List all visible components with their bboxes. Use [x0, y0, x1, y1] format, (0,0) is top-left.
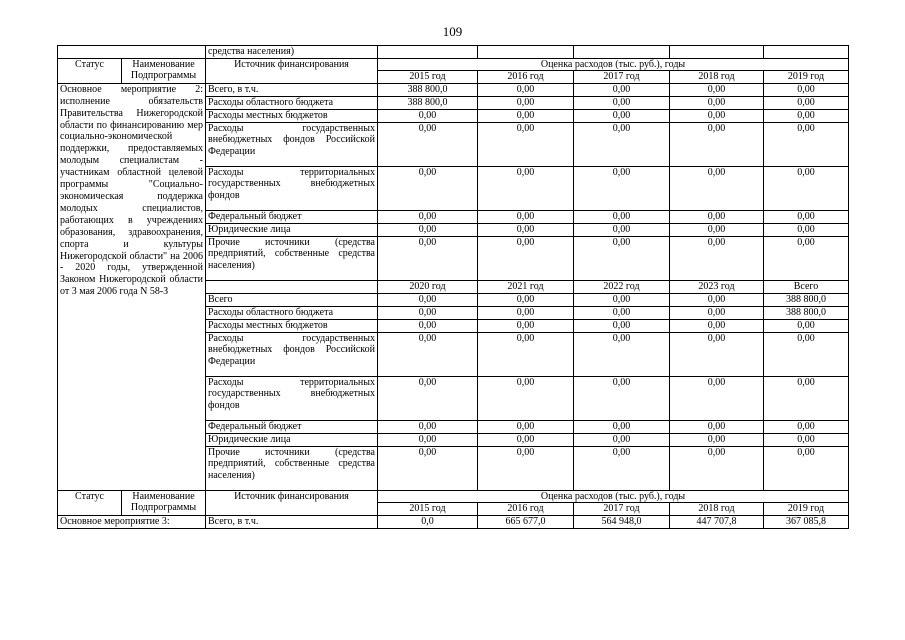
value-cell: 0,00	[574, 122, 670, 166]
source-cell: Всего, в т.ч.	[206, 515, 378, 528]
value-cell: 0,00	[670, 306, 764, 319]
source-cell: Всего, в т.ч.	[206, 83, 378, 96]
value-cell: 0,00	[478, 332, 574, 376]
data-row	[58, 515, 849, 528]
value-cell: 0,00	[764, 420, 849, 433]
empty-cell	[378, 46, 478, 59]
value-cell: 0,00	[764, 166, 849, 210]
value-cell: 388 800,0	[378, 83, 478, 96]
value-cell: 0,00	[478, 166, 574, 210]
value-cell: 0,00	[378, 376, 478, 420]
empty-cell	[478, 46, 574, 59]
value-cell: 0,00	[574, 306, 670, 319]
year-header: 2022 год	[574, 280, 670, 293]
year-header: 2017 год	[574, 503, 670, 515]
empty-cell	[58, 46, 206, 59]
value-cell: 0,00	[478, 319, 574, 332]
value-cell: 564 948,0	[574, 515, 670, 528]
value-cell: 665 677,0	[478, 515, 574, 528]
value-cell: 0,00	[378, 446, 478, 490]
empty-cell	[670, 46, 764, 59]
value-cell: 0,00	[670, 420, 764, 433]
value-cell: 0,00	[574, 83, 670, 96]
source-cell: Прочие источники (средства предприятий, собственные средства населения)	[206, 446, 378, 490]
page-number: 109	[442, 24, 463, 39]
value-cell: 0,00	[670, 122, 764, 166]
value-cell: 388 800,0	[378, 96, 478, 109]
value-cell: 0,00	[574, 236, 670, 280]
data-row	[58, 83, 849, 96]
value-cell: 0,0	[378, 515, 478, 528]
estimate-header: Оценка расходов (тыс. руб.), годы	[378, 59, 849, 71]
source-header: Источник финансирования	[206, 490, 378, 515]
value-cell: 0,00	[478, 236, 574, 280]
value-cell: 0,00	[574, 446, 670, 490]
value-cell: 0,00	[670, 319, 764, 332]
value-cell: 0,00	[670, 109, 764, 122]
source-cell: Расходы территориальных государственных внебюджетных фондов	[206, 376, 378, 420]
source-cell: Федеральный бюджет	[206, 420, 378, 433]
value-cell: 0,00	[670, 83, 764, 96]
estimate-header: Оценка расходов (тыс. руб.), годы	[378, 490, 849, 502]
value-cell: 0,00	[764, 96, 849, 109]
source-cell: Расходы государственных внебюджетных фондов Российской Федерации	[206, 122, 378, 166]
value-cell: 0,00	[670, 293, 764, 306]
value-cell: 0,00	[378, 319, 478, 332]
value-cell: 0,00	[478, 210, 574, 223]
source-cell: Всего	[206, 293, 378, 306]
value-cell: 0,00	[670, 236, 764, 280]
value-cell: 0,00	[764, 446, 849, 490]
value-cell: 0,00	[574, 223, 670, 236]
value-cell: 0,00	[478, 420, 574, 433]
source-cell: Прочие источники (средства предприятий, собственные средства населения)	[206, 236, 378, 280]
year-header: 2015 год	[378, 71, 478, 83]
value-cell: 0,00	[670, 433, 764, 446]
value-cell: 0,00	[478, 376, 574, 420]
value-cell: 0,00	[378, 166, 478, 210]
value-cell: 0,00	[574, 109, 670, 122]
value-cell: 0,00	[378, 109, 478, 122]
value-cell: 0,00	[378, 420, 478, 433]
source-cell: Юридические лица	[206, 223, 378, 236]
year-header: 2016 год	[478, 71, 574, 83]
year-header: 2021 год	[478, 280, 574, 293]
source-cell: Расходы областного бюджета	[206, 96, 378, 109]
value-cell: 0,00	[764, 433, 849, 446]
value-cell: 0,00	[670, 332, 764, 376]
subprogram-header: Наименование Подпрограммы	[122, 59, 206, 84]
second-header-row	[58, 490, 849, 502]
value-cell: 0,00	[670, 376, 764, 420]
first-header-row	[58, 59, 849, 71]
value-cell: 0,00	[378, 433, 478, 446]
value-cell: 0,00	[378, 306, 478, 319]
value-cell: 388 800,0	[764, 306, 849, 319]
budget-table	[57, 45, 849, 529]
value-cell: 0,00	[764, 376, 849, 420]
value-cell: 0,00	[574, 96, 670, 109]
status-header: Статус	[58, 490, 122, 515]
value-cell: 0,00	[764, 122, 849, 166]
year-header: 2019 год	[764, 71, 849, 83]
measure-description: Основное мероприятие 2: исполнение обязательств Правительства Нижегородской области по финансированию мер социально-экономической поддержки, предоставляемых молодым специалистам - участникам областной целевой программы "Социально-экономическая поддержка молодых специалистов, работающих в учреждениях образования, здравоохранения, спорта и культуры Нижегородской области" на 2006 - 2020 годы, утвержденной Законом Нижегородской области от 3 мая 2006 года N 58-З	[58, 83, 206, 490]
year-header: 2019 год	[764, 503, 849, 515]
value-cell: 0,00	[764, 83, 849, 96]
value-cell: 447 707,8	[670, 515, 764, 528]
value-cell: 0,00	[574, 166, 670, 210]
budget-table-body	[58, 46, 849, 529]
year-header: 2023 год	[670, 280, 764, 293]
year-header: 2020 год	[378, 280, 478, 293]
value-cell: 388 800,0	[764, 293, 849, 306]
year-header: Всего	[764, 280, 849, 293]
year-header: 2015 год	[378, 503, 478, 515]
source-header: Источник финансирования	[206, 59, 378, 84]
empty-cell	[206, 280, 378, 293]
value-cell: 0,00	[478, 306, 574, 319]
value-cell: 0,00	[764, 236, 849, 280]
year-header: 2017 год	[574, 71, 670, 83]
year-header: 2016 год	[478, 503, 574, 515]
value-cell: 0,00	[478, 83, 574, 96]
year-header: 2018 год	[670, 71, 764, 83]
value-cell: 0,00	[574, 210, 670, 223]
value-cell: 0,00	[378, 223, 478, 236]
value-cell: 0,00	[764, 332, 849, 376]
value-cell: 0,00	[478, 293, 574, 306]
source-cell: Расходы областного бюджета	[206, 306, 378, 319]
value-cell: 0,00	[574, 332, 670, 376]
source-cell: Расходы местных бюджетов	[206, 109, 378, 122]
value-cell: 0,00	[378, 332, 478, 376]
status-header: Статус	[58, 59, 122, 84]
value-cell: 0,00	[478, 109, 574, 122]
value-cell: 0,00	[378, 236, 478, 280]
value-cell: 0,00	[378, 293, 478, 306]
value-cell: 0,00	[574, 293, 670, 306]
source-cell: Федеральный бюджет	[206, 210, 378, 223]
value-cell: 0,00	[574, 420, 670, 433]
value-cell: 0,00	[670, 446, 764, 490]
value-cell: 0,00	[574, 376, 670, 420]
value-cell: 0,00	[574, 433, 670, 446]
value-cell: 0,00	[764, 319, 849, 332]
source-cell: Юридические лица	[206, 433, 378, 446]
value-cell: 0,00	[478, 223, 574, 236]
value-cell: 0,00	[670, 96, 764, 109]
continuation-row	[58, 46, 849, 59]
value-cell: 0,00	[670, 223, 764, 236]
value-cell: 0,00	[670, 210, 764, 223]
source-cell: Расходы местных бюджетов	[206, 319, 378, 332]
value-cell: 367 085,8	[764, 515, 849, 528]
value-cell: 0,00	[478, 446, 574, 490]
value-cell: 0,00	[478, 433, 574, 446]
empty-cell	[764, 46, 849, 59]
source-cell: средства населения)	[206, 46, 378, 59]
source-cell: Расходы государственных внебюджетных фондов Российской Федерации	[206, 332, 378, 376]
value-cell: 0,00	[764, 109, 849, 122]
value-cell: 0,00	[764, 223, 849, 236]
empty-cell	[574, 46, 670, 59]
subprogram-header: Наименование Подпрограммы	[122, 490, 206, 515]
value-cell: 0,00	[764, 210, 849, 223]
value-cell: 0,00	[378, 210, 478, 223]
value-cell: 0,00	[574, 319, 670, 332]
value-cell: 0,00	[478, 96, 574, 109]
value-cell: 0,00	[378, 122, 478, 166]
value-cell: 0,00	[670, 166, 764, 210]
year-header: 2018 год	[670, 503, 764, 515]
measure-description: Основное мероприятие 3:	[58, 515, 206, 528]
value-cell: 0,00	[478, 122, 574, 166]
source-cell: Расходы территориальных государственных внебюджетных фондов	[206, 166, 378, 210]
